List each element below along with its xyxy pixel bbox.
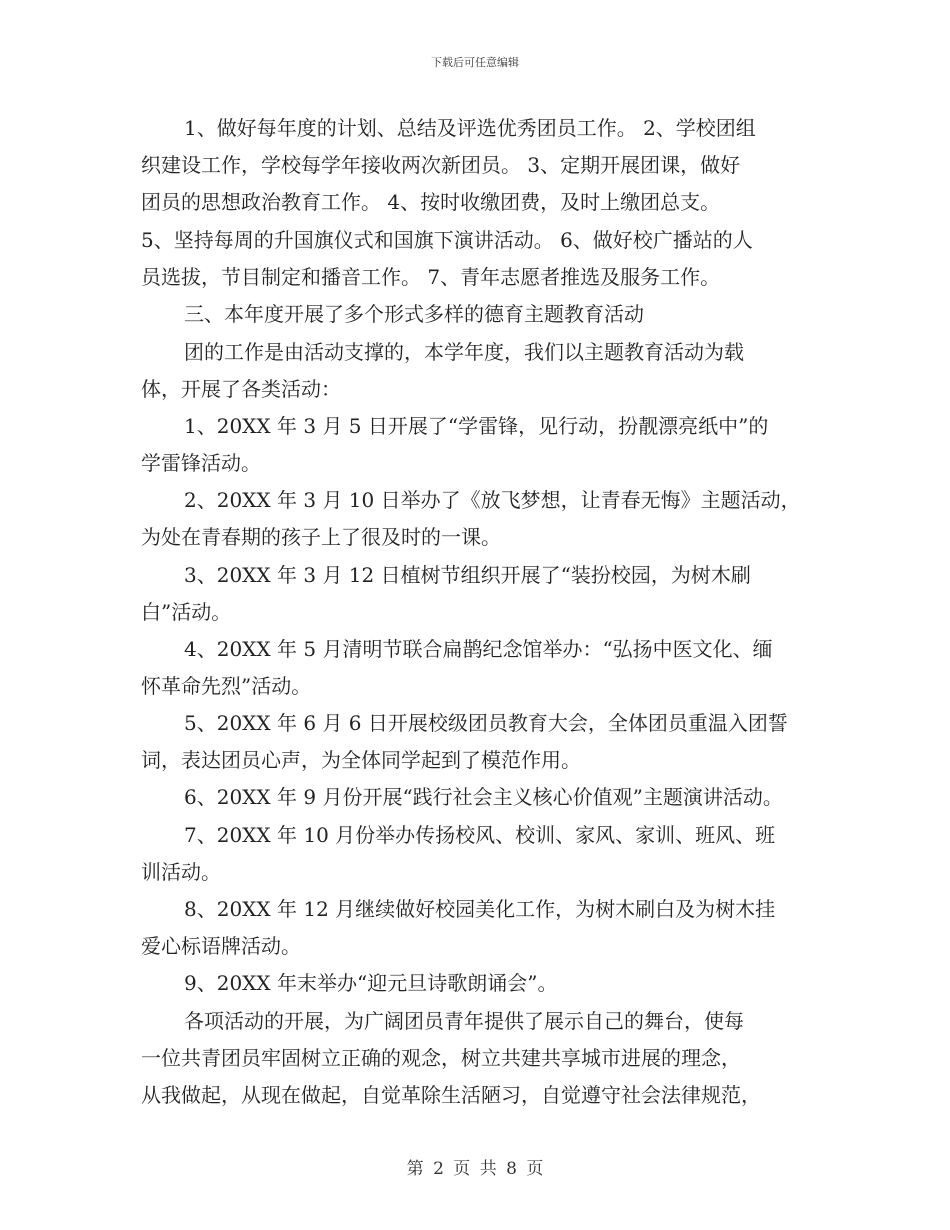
- text-line: 4、20XX 年 5 月清明节联合扁鹊纪念馆举办：“弘扬中医文化、缅: [184, 637, 773, 661]
- text-line: 5、坚持每周的升国旗仪式和国旗下演讲活动。 6、做好校广播站的人: [141, 228, 753, 252]
- text-line: 怀革命先烈”活动。: [141, 674, 312, 698]
- text-line: 团员的思想政治教育工作。 4、按时收缴团费，及时上缴团总支。: [141, 190, 721, 214]
- page-footer: 第 2 页 共 8 页: [406, 1159, 544, 1179]
- page-header: 下载后可任意编辑: [431, 56, 519, 69]
- text-line: 1、20XX 年 3 月 5 日开展了“学雷锋，见行动，扮靓漂亮纸中”的: [184, 414, 769, 438]
- section-heading: 三、本年度开展了多个形式多样的德育主题教育活动: [184, 302, 644, 326]
- text-line: 6、20XX 年 9 月份开展“践行社会主义核心价值观”主题演讲活动。: [184, 785, 783, 809]
- text-line: 员选拔，节目制定和播音工作。 7、青年志愿者推选及服务工作。: [141, 265, 721, 289]
- text-line: 8、20XX 年 12 月继续做好校园美化工作，为树木刷白及为树木挂: [184, 897, 776, 921]
- text-line: 为处在青春期的孩子上了很及时的一课。: [141, 525, 501, 549]
- text-line: 白”活动。: [141, 600, 232, 624]
- text-line: 体，开展了各类活动：: [141, 377, 341, 401]
- text-line: 3、20XX 年 3 月 12 日植树节组织开展了“装扮校园，为树木刷: [184, 563, 751, 587]
- text-line: 2、20XX 年 3 月 10 日举办了《放飞梦想，让青春无悔》主题活动，: [184, 488, 801, 512]
- text-line: 7、20XX 年 10 月份举办传扬校风、校训、家风、家训、班风、班: [184, 823, 776, 847]
- text-line: 从我做起，从现在做起，自觉革除生活陋习，自觉遵守社会法律规范，: [141, 1083, 761, 1107]
- text-line: 9、20XX 年末举办“迎元旦诗歌朗诵会”。: [184, 971, 558, 995]
- text-line: 一位共青团员牢固树立正确的观念，树立共建共享城市进展的理念，: [141, 1046, 741, 1070]
- text-line: 训活动。: [141, 860, 221, 884]
- text-line: 学雷锋活动。: [141, 451, 261, 475]
- text-line: 织建设工作，学校每学年接收两次新团员。 3、定期开展团课，做好: [141, 153, 741, 177]
- text-line: 1、做好每年度的计划、总结及评选优秀团员工作。 2、学校团组: [184, 116, 756, 140]
- text-line: 各项活动的开展，为广阔团员青年提供了展示自己的舞台，使每: [184, 1009, 744, 1033]
- text-line: 爱心标语牌活动。: [141, 934, 301, 958]
- text-line: 词，表达团员心声，为全体同学起到了模范作用。: [141, 748, 581, 772]
- text-line: 5、20XX 年 6 月 6 日开展校级团员教育大会，全体团员重温入团誓: [184, 711, 788, 735]
- text-line: 团的工作是由活动支撑的，本学年度，我们以主题教育活动为载: [184, 340, 744, 364]
